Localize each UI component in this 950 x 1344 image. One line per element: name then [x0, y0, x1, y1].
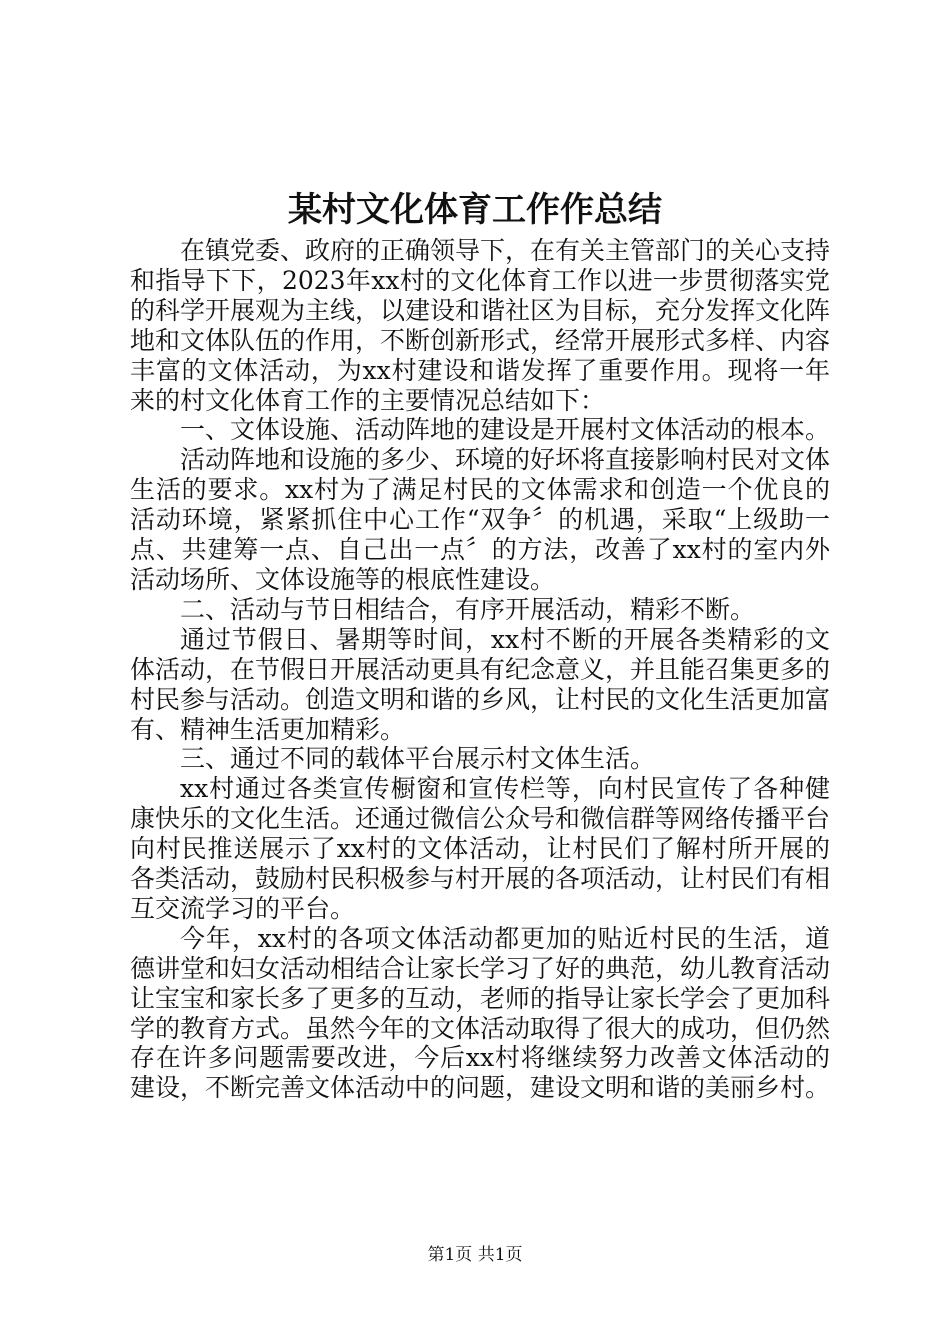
- section-heading-1: 一、文体设施、活动阵地的建设是开展村文体活动的根本。: [180, 415, 831, 445]
- section-heading-3: 三、通过不同的载体平台展示村文体生活。: [180, 744, 656, 774]
- document-title: 某村文化体育工作作总结: [288, 190, 662, 230]
- document-body: [130, 236, 830, 1103]
- paragraph-section-3: xx村通过各类宣传橱窗和宣传栏等，向村民宣传了各种健康快乐的文化生活。还通过微信公众号和微信群等网络传播平台向村民推送展示了xx村的文体活动，让村民们了解村所开展的各类活动，鼓励村民积极参与村开展的各项活动，让村民们有相互交流学习的平台。: [130, 774, 831, 923]
- paragraph-section-2: 通过节假日、暑期等时间，xx村不断的开展各类精彩的文体活动，在节假日开展活动更具有纪念意义，并且能召集更多的村民参与活动。创造文明和谐的乡风，让村民的文化生活更加富有、精神生活更加精彩。: [130, 624, 831, 744]
- paragraph-intro: 在镇党委、政府的正确领导下，在有关主管部门的关心支持和指导下下，2023年xx村的文化体育工作以进一步贯彻落实党的科学开展观为主线，以建设和谐社区为目标，充分发挥文化阵地和文体队伍的作用，不断创新形式，经常开展形式多样、内容丰富的文体活动，为xx村建设和谐发挥了重要作用。现将一年来的村文化体育工作的主要情况总结如下：: [130, 236, 831, 415]
- paragraph-conclusion: 今年，xx村的各项文体活动都更加的贴近村民的生活，道德讲堂和妇女活动相结合让家长学习了好的典范，幼儿教育活动让宝宝和家长多了更多的互动，老师的指导让家长学会了更加科学的教育方式。虽然今年的文体活动取得了很大的成功，但仍然存在许多问题需要改进，今后xx村将继续努力改善文体活动的建设，不断完善文体活动中的问题，建设文明和谐的美丽乡村。: [130, 923, 831, 1103]
- section-heading-2: 二、活动与节日相结合，有序开展活动，精彩不断。: [180, 594, 756, 624]
- paragraph-section-1: 活动阵地和设施的多少、环境的好坏将直接影响村民对文体生活的要求。xx村为了满足村民的文体需求和创造一个优良的活动环境，紧紧抓住中心工作“双争〞的机遇，采取“上级助一点、共建筹一点、自己出一点〞的方法，改善了xx村的室内外活动场所、文体设施等的根底性建设。: [130, 445, 831, 594]
- page-footer: 第1页 共1页: [427, 1245, 523, 1265]
